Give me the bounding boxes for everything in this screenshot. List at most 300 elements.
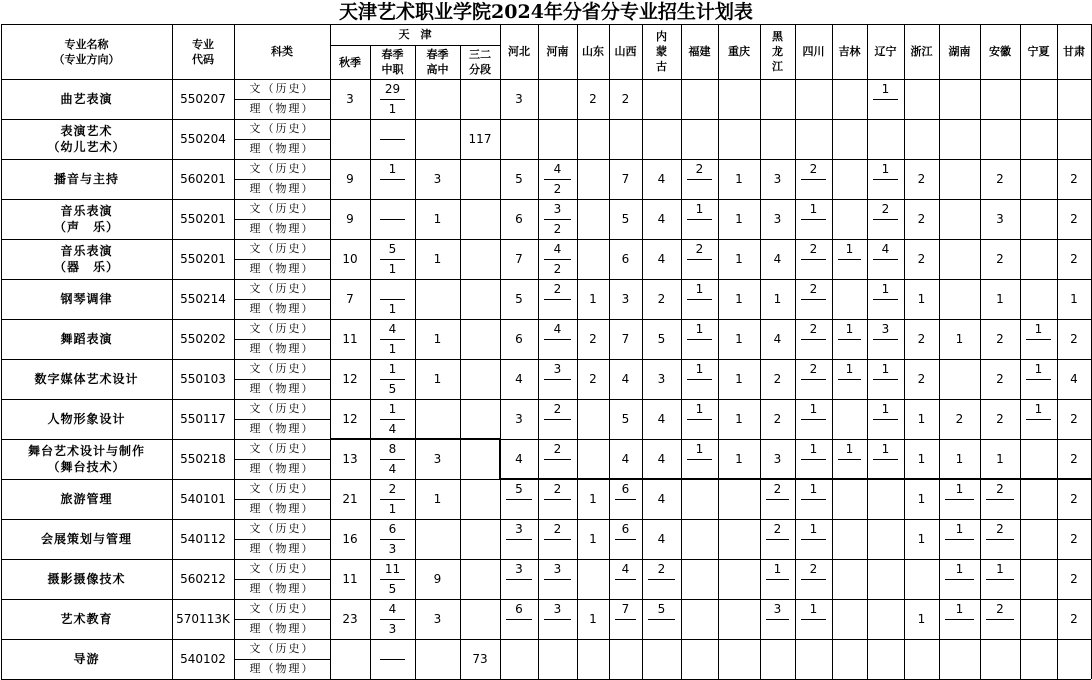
- subject-physics: 理（物理）: [249, 382, 315, 395]
- split-line: [687, 259, 712, 260]
- value-sanerfd: [460, 599, 500, 639]
- province-value: 3: [515, 92, 523, 106]
- province-value: 1: [695, 362, 704, 376]
- province-value: 2: [917, 372, 926, 386]
- value-qiuji: [330, 119, 370, 159]
- province-value: 2: [553, 482, 562, 496]
- province-value: [538, 339, 577, 359]
- split-line: [615, 499, 636, 500]
- province-value: 3: [621, 292, 630, 306]
- split-line: [1026, 379, 1051, 380]
- major-code: 550201: [180, 212, 226, 226]
- split-line: [380, 379, 405, 380]
- value-qiuji: 9: [346, 172, 354, 186]
- province-value: [939, 619, 980, 639]
- province-value: 3: [773, 212, 782, 226]
- subject-physics: 理（物理）: [249, 222, 315, 235]
- province-value: 4: [657, 252, 666, 266]
- split-line: [687, 339, 712, 340]
- split-line: [766, 539, 789, 540]
- province-value: [681, 219, 718, 239]
- subject-divider: [234, 579, 330, 580]
- province-value: 2: [553, 282, 562, 296]
- province-value: [795, 579, 832, 599]
- province-value: 1: [735, 372, 743, 386]
- value-cjzz-physics: 3: [388, 542, 397, 556]
- split-line: [648, 579, 675, 580]
- province-value: 2: [996, 522, 1004, 536]
- split-line: [801, 259, 826, 260]
- province-value: [500, 539, 538, 559]
- value-cjzz-physics: 1: [388, 502, 397, 516]
- province-value: [538, 619, 577, 639]
- province-value: 2: [773, 522, 782, 536]
- split-line: [506, 619, 532, 620]
- header-province: 福建: [688, 45, 711, 58]
- province-value: 1: [917, 532, 926, 546]
- province-value: 4: [657, 172, 666, 186]
- split-line: [873, 459, 898, 460]
- subject-history: 文（历史）: [249, 282, 315, 295]
- province-value: 2: [1070, 612, 1078, 626]
- province-value: 1: [845, 322, 854, 336]
- province-value: 2: [996, 332, 1004, 346]
- province-value: 2: [917, 332, 926, 346]
- province-value: 2: [589, 372, 597, 386]
- split-line: [544, 379, 571, 380]
- province-value: 3: [515, 562, 523, 576]
- value-sanerfd: [460, 79, 500, 119]
- split-line: [945, 579, 974, 580]
- split-line: [838, 259, 861, 260]
- split-line: [648, 619, 675, 620]
- subject-history: 文（历史）: [249, 482, 315, 495]
- split-line: [506, 499, 532, 500]
- thick-separator: [499, 438, 501, 479]
- province-value: 3: [515, 522, 523, 536]
- province-value: [681, 419, 718, 439]
- province-value: 2: [917, 252, 926, 266]
- province-value: 1: [735, 172, 743, 186]
- major-name: 会展策划与管理: [40, 532, 132, 546]
- province-value: 1: [589, 492, 597, 506]
- value-qiuji: 12: [342, 412, 358, 426]
- value-qiuji: 3: [346, 92, 354, 106]
- split-line: [380, 419, 405, 420]
- major-name: 曲艺表演: [60, 92, 113, 106]
- province-value: 2: [553, 262, 562, 276]
- split-line: [801, 219, 826, 220]
- province-value: 1: [845, 442, 854, 456]
- province-value: 4: [773, 332, 782, 346]
- value-cjzz-physics: 5: [388, 382, 397, 396]
- province-value: 4: [657, 452, 666, 466]
- province-value: 4: [553, 162, 562, 176]
- province-value: 1: [881, 282, 890, 296]
- province-value: [1020, 379, 1057, 399]
- province-value: 1: [809, 482, 818, 496]
- split-line: [801, 339, 826, 340]
- province-value: 2: [996, 172, 1004, 186]
- province-value: 1: [735, 332, 743, 346]
- province-value: 3: [553, 562, 562, 576]
- header-province: 黑 龙 江: [772, 30, 783, 73]
- split-line: [838, 459, 861, 460]
- value-cjzz-history: 6: [388, 522, 397, 536]
- major-code: 560201: [180, 172, 226, 186]
- province-value: [980, 539, 1020, 559]
- province-value: [795, 339, 832, 359]
- province-value: 1: [881, 82, 890, 96]
- province-value: 1: [955, 452, 964, 466]
- major-code: 540112: [180, 532, 226, 546]
- split-line: [506, 539, 532, 540]
- province-value: 2: [553, 522, 562, 536]
- split-line: [380, 339, 405, 340]
- split-line: [1026, 419, 1051, 420]
- province-value: 2: [773, 412, 782, 426]
- value-cjgz: [415, 79, 460, 119]
- split-line: [766, 499, 789, 500]
- split-line: [380, 99, 405, 100]
- province-value: 7: [515, 252, 523, 266]
- value-cjzz-history: 29: [384, 82, 401, 96]
- value-cjgz: 1: [433, 332, 442, 346]
- header-province: 浙江: [910, 45, 933, 58]
- split-line: [544, 419, 571, 420]
- split-line: [801, 539, 826, 540]
- province-value: 1: [1034, 402, 1043, 416]
- province-value: [832, 259, 867, 279]
- split-line: [687, 299, 712, 300]
- value-qiuji: 23: [342, 612, 358, 626]
- split-line: [873, 419, 898, 420]
- major-name: 播音与主持: [53, 172, 119, 186]
- header-province: 宁夏: [1027, 45, 1050, 58]
- value-sanerfd: [460, 479, 500, 519]
- header-tianjin-col: 春季 中职: [381, 48, 404, 76]
- province-value: 1: [955, 332, 964, 346]
- province-value: 1: [955, 522, 964, 536]
- value-sanerfd: [460, 399, 500, 439]
- split-line: [380, 499, 405, 500]
- split-line: [766, 579, 789, 580]
- province-value: 3: [773, 172, 782, 186]
- province-value: 1: [735, 452, 743, 466]
- major-code: 570113K: [176, 612, 230, 626]
- split-line: [801, 579, 826, 580]
- province-value: 1: [955, 482, 964, 496]
- province-value: 1: [996, 452, 1004, 466]
- subject-divider: [234, 179, 330, 180]
- subject-divider: [234, 659, 330, 660]
- major-code: 550207: [180, 92, 226, 106]
- province-value: 5: [515, 172, 523, 186]
- province-value: 1: [845, 242, 854, 256]
- split-line: [380, 219, 405, 220]
- province-value: 4: [657, 412, 666, 426]
- province-value: [500, 499, 538, 519]
- value-qiuji: 12: [342, 372, 358, 386]
- thick-separator: [500, 478, 1091, 480]
- major-code: 550202: [180, 332, 226, 346]
- split-line: [873, 219, 898, 220]
- split-line: [801, 299, 826, 300]
- province-value: 1: [881, 442, 890, 456]
- province-value: [832, 459, 867, 479]
- value-sanerfd: [460, 519, 500, 559]
- province-value: 1: [917, 452, 926, 466]
- subject-physics: 理（物理）: [249, 142, 315, 155]
- province-value: 2: [695, 242, 704, 256]
- province-value: [760, 579, 795, 599]
- header-province: 安徽: [989, 45, 1011, 58]
- value-cjzz-history: [370, 199, 415, 219]
- header-province: 重庆: [728, 45, 750, 58]
- value-cjgz: [415, 399, 460, 439]
- province-value: 1: [809, 602, 818, 616]
- subject-history: 文（历史）: [249, 122, 315, 135]
- province-value: [681, 379, 718, 399]
- major-code: 550214: [180, 292, 226, 306]
- province-value: 1: [695, 282, 704, 296]
- header-province: 河北: [508, 45, 530, 58]
- split-line: [615, 579, 636, 580]
- subject-history: 文（历史）: [249, 162, 315, 175]
- major-name: 导游: [73, 652, 100, 666]
- province-value: [795, 499, 832, 519]
- province-value: [795, 459, 832, 479]
- province-value: 2: [657, 292, 666, 306]
- subject-divider: [234, 139, 330, 140]
- province-value: [867, 419, 904, 439]
- subject-history: 文（历史）: [249, 362, 315, 375]
- province-value: [867, 179, 904, 199]
- split-line: [506, 579, 532, 580]
- province-value: 2: [553, 222, 562, 236]
- split-line: [945, 619, 974, 620]
- major-name: 旅游管理: [60, 492, 113, 506]
- province-value: 2: [809, 242, 818, 256]
- province-value: 1: [917, 612, 926, 626]
- value-cjzz-physics: 3: [388, 622, 397, 636]
- province-value: [939, 499, 980, 519]
- subject-physics: 理（物理）: [249, 462, 315, 475]
- split-line: [687, 379, 712, 380]
- province-value: 3: [773, 452, 782, 466]
- split-line: [380, 579, 405, 580]
- major-name: 音乐表演 （器 乐）: [53, 244, 119, 274]
- province-value: 4: [657, 492, 666, 506]
- province-value: 2: [809, 362, 818, 376]
- province-value: 1: [773, 292, 782, 306]
- split-line: [544, 259, 571, 260]
- province-value: [538, 379, 577, 399]
- province-value: [538, 419, 577, 439]
- split-line: [544, 499, 571, 500]
- major-name: 艺术教育: [60, 612, 113, 626]
- split-line: [873, 339, 898, 340]
- major-code: 550201: [180, 252, 226, 266]
- province-value: 1: [845, 362, 854, 376]
- major-code: 560212: [180, 572, 226, 586]
- province-value: [795, 419, 832, 439]
- value-cjzz-history: 4: [388, 602, 397, 616]
- value-sanerfd: 73: [472, 652, 488, 666]
- province-value: 4: [515, 372, 523, 386]
- province-value: 2: [917, 212, 926, 226]
- subject-divider: [234, 419, 330, 420]
- province-value: 1: [917, 292, 926, 306]
- province-value: [500, 579, 538, 599]
- province-value: [642, 619, 681, 639]
- province-value: 4: [657, 212, 666, 226]
- province-value: 2: [553, 182, 562, 196]
- province-value: 7: [621, 172, 630, 186]
- province-value: 1: [917, 412, 926, 426]
- province-value: 1: [996, 292, 1004, 306]
- province-value: 6: [515, 332, 523, 346]
- split-line: [544, 299, 571, 300]
- subject-history: 文（历史）: [249, 82, 315, 95]
- split-line: [380, 539, 405, 540]
- province-value: 4: [621, 562, 630, 576]
- province-value: 2: [996, 602, 1004, 616]
- split-line: [380, 259, 405, 260]
- province-value: [867, 299, 904, 319]
- province-value: 6: [621, 522, 630, 536]
- province-value: [980, 499, 1020, 519]
- province-value: [795, 299, 832, 319]
- province-value: [980, 619, 1020, 639]
- province-value: 4: [657, 532, 666, 546]
- province-value: 1: [735, 212, 743, 226]
- value-cjzz-history: 4: [388, 322, 397, 336]
- header-tianjin-col: 秋季: [339, 55, 361, 69]
- province-value: [609, 619, 642, 639]
- value-cjzz-physics: 5: [388, 582, 397, 596]
- subject-history: 文（历史）: [249, 562, 315, 575]
- value-cjzz-physics: 1: [388, 302, 397, 316]
- subject-physics: 理（物理）: [249, 102, 315, 115]
- split-line: [1026, 339, 1051, 340]
- subject-divider: [234, 219, 330, 220]
- subject-history: 文（历史）: [249, 402, 315, 415]
- province-value: 2: [996, 482, 1004, 496]
- province-value: 4: [773, 252, 782, 266]
- province-value: 1: [955, 602, 964, 616]
- province-value: 2: [1070, 492, 1078, 506]
- header-province: 山东: [582, 45, 604, 58]
- major-name: 表演艺术 （幼儿艺术）: [47, 124, 126, 154]
- province-value: [867, 459, 904, 479]
- value-cjgz: [415, 279, 460, 319]
- province-value: 5: [657, 332, 666, 346]
- split-line: [986, 539, 1014, 540]
- split-line: [687, 219, 712, 220]
- major-code: 540102: [180, 652, 226, 666]
- value-cjzz-physics: 1: [388, 342, 397, 356]
- split-line: [945, 539, 974, 540]
- province-value: 1: [589, 612, 597, 626]
- province-value: [795, 219, 832, 239]
- value-qiuji: 10: [342, 252, 358, 266]
- province-value: 3: [881, 322, 890, 336]
- province-value: 4: [621, 452, 630, 466]
- split-line: [544, 179, 571, 180]
- value-cjgz: [415, 639, 460, 679]
- split-line: [986, 619, 1014, 620]
- split-line: [687, 459, 712, 460]
- province-value: [538, 299, 577, 319]
- value-cjgz: [415, 519, 460, 559]
- value-cjgz: 9: [433, 572, 442, 586]
- value-qiuji: 16: [342, 532, 358, 546]
- province-value: [642, 579, 681, 599]
- province-value: [832, 379, 867, 399]
- province-value: 3: [553, 362, 562, 376]
- province-value: 2: [657, 562, 666, 576]
- value-cjgz: [415, 119, 460, 159]
- subject-divider: [234, 459, 330, 460]
- province-value: 4: [553, 242, 562, 256]
- split-line: [544, 219, 571, 220]
- subject-divider: [234, 379, 330, 380]
- province-value: 1: [809, 442, 818, 456]
- value-cjzz-history: [370, 639, 415, 659]
- province-value: [681, 259, 718, 279]
- subject-history: 文（历史）: [249, 442, 315, 455]
- split-line: [544, 539, 571, 540]
- value-qiuji: 21: [342, 492, 358, 506]
- value-cjzz-physics: [370, 139, 415, 159]
- province-value: 1: [809, 202, 818, 216]
- province-value: 5: [621, 412, 630, 426]
- province-value: [1020, 419, 1057, 439]
- province-value: 1: [1070, 292, 1078, 306]
- split-line: [380, 619, 405, 620]
- split-line: [380, 139, 405, 140]
- province-value: [500, 619, 538, 639]
- province-value: 2: [553, 402, 562, 416]
- province-value: [867, 379, 904, 399]
- major-name: 舞台艺术设计与制作 （舞台技术）: [27, 444, 145, 474]
- province-value: 7: [621, 332, 630, 346]
- province-value: [980, 579, 1020, 599]
- province-value: 6: [515, 212, 523, 226]
- province-value: [681, 299, 718, 319]
- value-sanerfd: [460, 359, 500, 399]
- split-line: [544, 339, 571, 340]
- province-value: [538, 499, 577, 519]
- subject-divider: [234, 339, 330, 340]
- province-value: 1: [1034, 322, 1043, 336]
- subject-physics: 理（物理）: [249, 542, 315, 555]
- value-qiuji: 11: [342, 332, 358, 346]
- subject-physics: 理（物理）: [249, 622, 315, 635]
- split-line: [380, 179, 405, 180]
- value-cjzz-physics: 1: [388, 102, 397, 116]
- value-cjzz-physics: [370, 659, 415, 679]
- province-value: 1: [917, 492, 926, 506]
- header-tianjin: 天 津: [398, 28, 432, 41]
- split-line: [801, 459, 826, 460]
- province-value: 1: [773, 562, 782, 576]
- province-value: 2: [809, 282, 818, 296]
- province-value: [867, 219, 904, 239]
- province-value: 2: [996, 252, 1004, 266]
- province-value: 5: [515, 482, 523, 496]
